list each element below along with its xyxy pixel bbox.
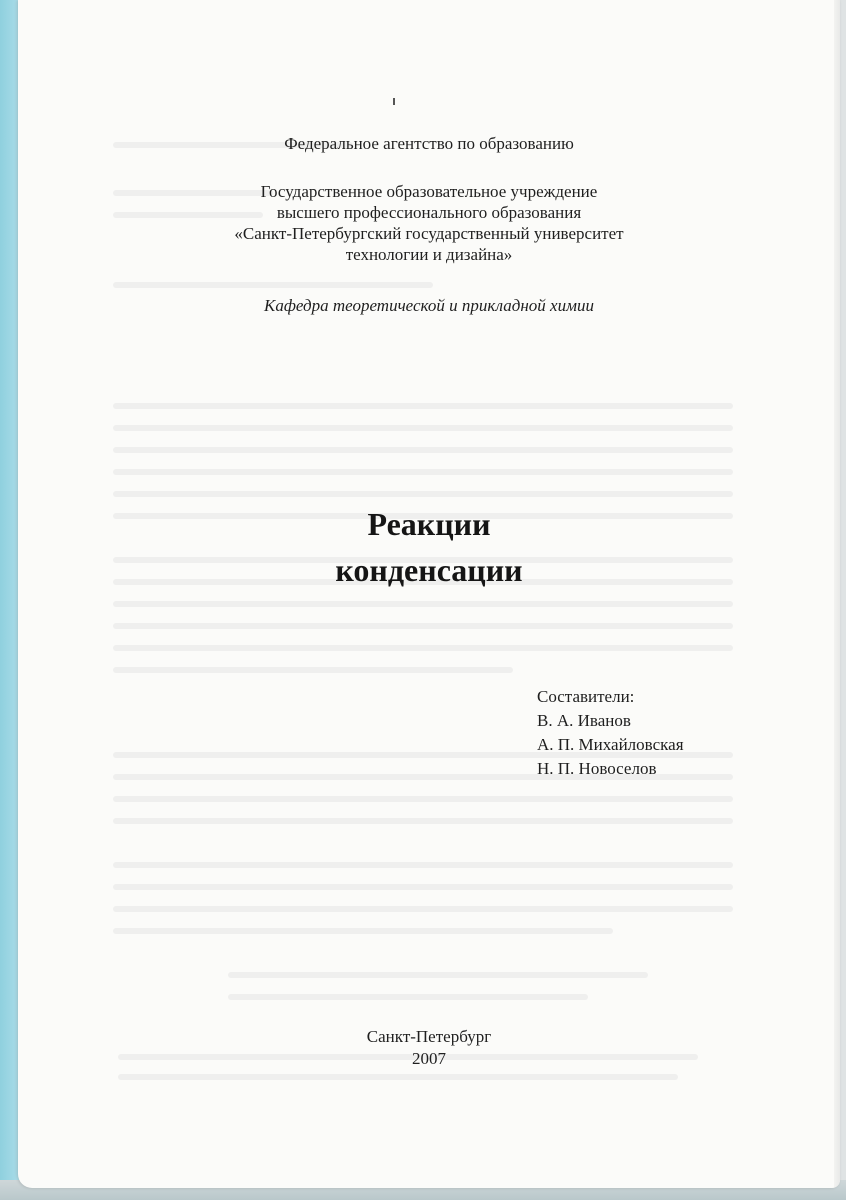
bleed-through-mark — [113, 862, 733, 868]
bleed-through-mark — [113, 645, 733, 651]
authors-label: Составители: — [537, 687, 635, 706]
city-name: Санкт-Петербург — [366, 1027, 492, 1046]
bleed-through-mark — [113, 601, 733, 607]
bleed-through-mark — [228, 972, 648, 978]
author-name: В. А. Иванов — [537, 711, 631, 730]
institution-heading — [18, 181, 840, 265]
bleed-through-mark — [113, 491, 733, 497]
department-heading — [18, 295, 840, 316]
author-name: А. П. Михайловская — [537, 735, 684, 754]
bleed-through-mark — [118, 1074, 678, 1080]
page-edge-shadow — [834, 0, 840, 1188]
institution-line: Государственное образовательное учреждение — [260, 182, 598, 201]
bleed-through-mark — [113, 928, 613, 934]
bleed-through-mark — [113, 667, 513, 673]
bleed-through-mark — [113, 282, 433, 288]
title-line: конденсации — [335, 552, 523, 588]
authors-block — [537, 685, 684, 781]
bleed-through-mark — [113, 447, 733, 453]
bleed-through-mark — [113, 796, 733, 802]
bleed-through-mark — [113, 906, 733, 912]
author-name: Н. П. Новоселов — [537, 759, 657, 778]
bleed-through-mark — [113, 403, 733, 409]
scan-speck — [393, 98, 395, 105]
bleed-through-mark — [113, 425, 733, 431]
bleed-through-mark — [113, 818, 733, 824]
agency-name: Федеральное агентство по образованию — [284, 134, 574, 153]
bleed-through-mark — [113, 884, 733, 890]
bleed-through-mark — [113, 469, 733, 475]
publication-year: 2007 — [412, 1049, 446, 1068]
institution-line: «Санкт-Петербургский государственный университет — [234, 224, 624, 243]
bleed-through-mark — [113, 623, 733, 629]
department-name: Кафедра теоретической и прикладной химии — [264, 296, 594, 315]
bleed-through-mark — [228, 994, 588, 1000]
title-line: Реакции — [367, 506, 491, 542]
institution-line: высшего профессионального образования — [276, 203, 582, 222]
imprint-footer — [18, 1026, 840, 1070]
document-title — [18, 501, 840, 593]
institution-line: технологии и дизайна» — [345, 245, 513, 264]
agency-heading — [18, 133, 840, 154]
document-page — [18, 0, 840, 1188]
